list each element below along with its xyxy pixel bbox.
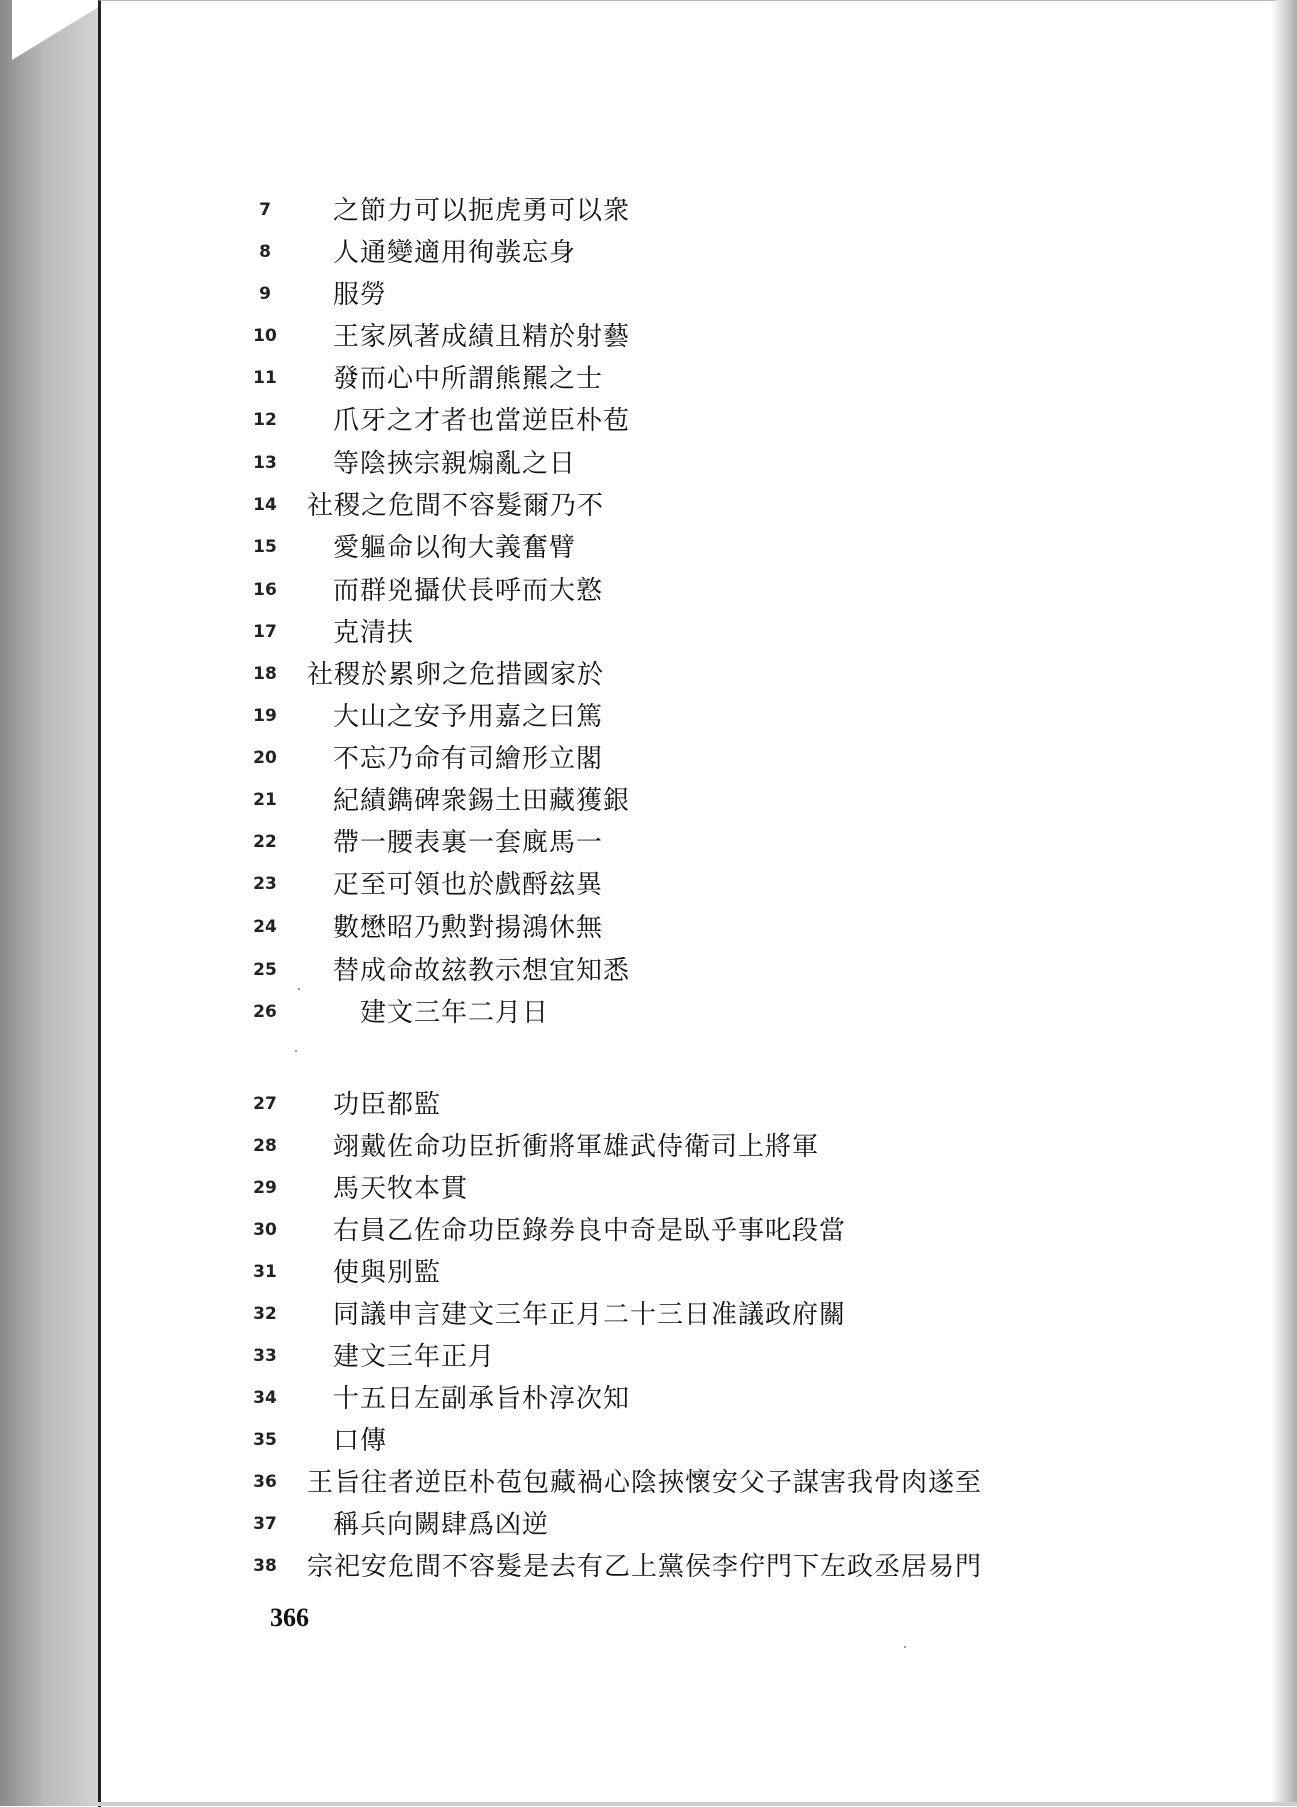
text-line xyxy=(0,738,1297,778)
text-line xyxy=(0,612,1297,652)
line-number: 20 xyxy=(253,748,277,768)
text-line xyxy=(0,1126,1297,1166)
line-number: 22 xyxy=(253,832,277,852)
text-line xyxy=(0,654,1297,694)
text-line xyxy=(0,274,1297,314)
line-text: 發而心中所謂熊羆之士 xyxy=(333,364,604,394)
text-line xyxy=(0,1336,1297,1376)
line-text: 數懋昭乃勲對揚鴻休無 xyxy=(333,913,604,943)
line-number: 9 xyxy=(259,284,271,304)
text-line xyxy=(0,950,1297,990)
line-text: 十五日左副承旨朴淳次知 xyxy=(333,1384,631,1414)
text-line xyxy=(0,1168,1297,1208)
line-text: 社稷於累卵之危措國家於 xyxy=(307,660,605,690)
line-number: 37 xyxy=(253,1514,277,1534)
line-text: 不忘乃命有司繪形立閣 xyxy=(333,744,604,774)
line-text: 服勞 xyxy=(333,280,388,310)
line-text: 稱兵向闕肆爲凶逆 xyxy=(333,1510,550,1540)
line-number: 17 xyxy=(253,622,277,642)
line-text: 克清扶 xyxy=(333,618,415,648)
line-text: 宗祀安危間不容髮是去有乙上黨侯李佇門下左政丞居易門 xyxy=(307,1552,983,1582)
line-number: 23 xyxy=(253,874,277,894)
line-number: 35 xyxy=(253,1430,277,1450)
line-text: 疋至可領也於戲酹玆異 xyxy=(333,870,604,900)
text-line xyxy=(0,822,1297,862)
line-text: 愛軀命以徇大義奮臂 xyxy=(333,533,577,563)
line-number: 16 xyxy=(253,580,277,600)
text-line xyxy=(0,316,1297,356)
text-line xyxy=(0,696,1297,736)
line-number: 33 xyxy=(253,1346,277,1366)
line-text: 使與別監 xyxy=(333,1258,442,1288)
page-number: 366 xyxy=(270,1603,309,1632)
text-line xyxy=(0,190,1297,230)
text-line xyxy=(0,1294,1297,1334)
line-number: 34 xyxy=(253,1388,277,1408)
text-line xyxy=(0,1378,1297,1418)
line-number: 7 xyxy=(259,200,271,220)
line-number: 25 xyxy=(253,960,277,980)
line-number: 18 xyxy=(253,664,277,684)
line-text: 大山之安予用嘉之曰篤 xyxy=(333,702,604,732)
text-line xyxy=(0,358,1297,398)
line-number: 24 xyxy=(253,917,277,937)
text-line xyxy=(0,992,1297,1032)
line-number: 11 xyxy=(253,368,277,388)
text-line xyxy=(0,1546,1297,1586)
line-number: 10 xyxy=(253,326,277,346)
scan-speck xyxy=(295,1050,297,1052)
line-number: 31 xyxy=(253,1262,277,1282)
line-text: 王旨往者逆臣朴苞包藏禍心陰挾懷安父子謀害我骨肉遂至 xyxy=(307,1468,983,1498)
line-number: 32 xyxy=(253,1304,277,1324)
line-text: 而群兇攝伏長呼而大憝 xyxy=(333,576,604,606)
line-number: 27 xyxy=(253,1094,277,1114)
line-number: 29 xyxy=(253,1178,277,1198)
line-text: 帶一腰表裏一套廐馬一 xyxy=(333,828,604,858)
line-number: 38 xyxy=(253,1556,277,1576)
line-number: 14 xyxy=(253,495,277,515)
text-line xyxy=(0,527,1297,567)
line-text: 右員乙佐命功臣錄券良中奇是臥乎事叱段當 xyxy=(333,1216,847,1246)
text-line xyxy=(0,1462,1297,1502)
line-number: 8 xyxy=(259,242,271,262)
line-number: 15 xyxy=(253,537,277,557)
line-text: 之節力可以扼虎勇可以衆 xyxy=(333,196,631,226)
line-number: 26 xyxy=(253,1002,277,1022)
line-text: 馬天牧本貫 xyxy=(333,1174,469,1204)
line-text: 社稷之危間不容髮爾乃不 xyxy=(307,491,605,521)
text-line xyxy=(0,1210,1297,1250)
line-text: 紀績鐫碑衆錫土田藏獲銀 xyxy=(333,786,631,816)
line-text: 功臣都監 xyxy=(333,1090,442,1120)
line-text: 同議申言建文三年正月二十三日准議政府關 xyxy=(333,1300,847,1330)
scan-speck xyxy=(298,988,300,990)
line-text: 建文三年二月日 xyxy=(360,998,550,1028)
line-number: 30 xyxy=(253,1220,277,1240)
line-text: 翊戴佐命功臣折衝將軍雄武侍衛司上將軍 xyxy=(333,1132,820,1162)
line-text: 替成命故玆教示想宜知悉 xyxy=(333,956,631,986)
line-text: 人通變適用徇彂忘身 xyxy=(333,238,577,268)
text-line xyxy=(0,1504,1297,1544)
line-number: 19 xyxy=(253,706,277,726)
line-number: 12 xyxy=(253,410,277,430)
line-text: 爪牙之才者也當逆臣朴苞 xyxy=(333,406,631,436)
line-text: 王家夙著成績且精於射藝 xyxy=(333,322,631,352)
text-line xyxy=(0,232,1297,272)
line-text: 口傳 xyxy=(333,1426,388,1456)
text-line xyxy=(0,443,1297,483)
text-line xyxy=(0,907,1297,947)
text-line xyxy=(0,570,1297,610)
text-line xyxy=(0,485,1297,525)
text-line xyxy=(0,780,1297,820)
line-text: 建文三年正月 xyxy=(333,1342,496,1372)
scan-speck xyxy=(904,1646,906,1648)
text-line xyxy=(0,864,1297,904)
line-number: 28 xyxy=(253,1136,277,1156)
text-line xyxy=(0,1252,1297,1292)
line-number: 13 xyxy=(253,453,277,473)
line-text: 等陰挾宗親煽亂之日 xyxy=(333,449,577,479)
text-line xyxy=(0,1420,1297,1460)
line-number: 21 xyxy=(253,790,277,810)
text-line xyxy=(0,400,1297,440)
text-line xyxy=(0,1084,1297,1124)
line-number: 36 xyxy=(253,1472,277,1492)
